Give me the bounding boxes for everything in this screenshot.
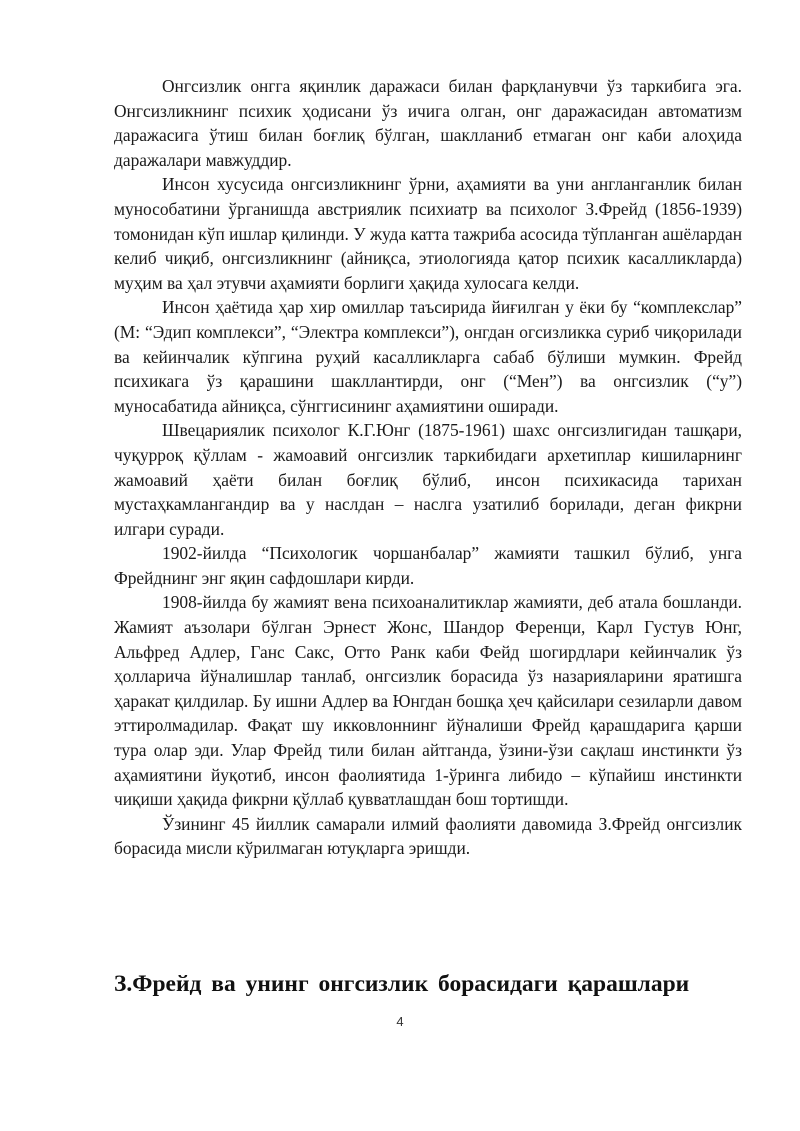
paragraph-6: 1908-йилда бу жамият вена психоаналитиклар жамияти, деб атала бошланди. Жамият аъзолари бўлган Эрнест Жонс, Шандор Ференци, Карл Густув Юнг, Альфред Адлер, Ганс Сакс, Отто Ранк каби Фейд шогирдлари кейинчалик ўз ҳолларича йўналишлар танлаб, онгсизлик борасида ўз назарияларини яратишга ҳаракат қилдилар. Бу ишни Адлер ва Юнгдан бошқа ҳеч қайсилари сезиларли давом эттиролмадилар. Фақат шу икковлоннинг йўналиши Фрейд қарашдарига қарши тура олар эди. Улар Фрейд тили билан айтганда, ўзини-ўзи сақлаш инстинкти ўз аҳамиятини йуқотиб, инсон фаолиятида 1-ўринга либидо – кўпайиш инстинкти чиқиши ҳақида фикрни қўллаб қувватлашдан бош тортишди. xyxy=(114,592,742,810)
paragraph-7: Ўзининг 45 йиллик самарали илмий фаолияти давомида З.Фрейд онгсизлик борасида мисли кўрилмаган ютуқларга эришди. xyxy=(114,813,742,859)
paragraph-1: Онгсизлик онгга яқинлик даражаси билан фарқланувчи ўз таркибига эга. Онгсизликнинг психик ҳодисани ўз ичига олган, онг даражасидан автоматизм даражасига ўтиш билан боғлиқ бўлган, шаклланиб етмаган онг каби алоҳида даражалари мавжуддир. xyxy=(114,76,742,170)
paragraph-2: Инсон хусусида онгсизликнинг ўрни, аҳамияти ва уни англанганлик билан мунособатини ўрганишда австриялик психиатр ва психолог З.Фрейд (1856-1939) томонидан кўп ишлар қилинди. У жуда катта тажриба асосида тўпланган ашёлардан келиб чиқиб, онгсизликнинг (айниқса, этиологияда қатор психик касалликларда) муҳим ва ҳал этувчи аҳамияти борлиги ҳақида хулосага келди. xyxy=(114,174,742,293)
paragraph-4: Швецариялик психолог К.Г.Юнг (1875-1961) шахс онгсизлигидан ташқари, чуқурроқ қўллам - жамоавий онгсизлик таркибидаги архетиплар кишиларнинг жамоавий ҳаёти билан боғлиқ бўлиб, инсон психикасида тарихан мустаҳкамлангандир ва у наслдан – наслга узатилиб борилади, деган фикрни илгари суради. xyxy=(114,420,742,539)
paragraph-5: 1902-йилда “Психологик чоршанбалар” жамияти ташкил бўлиб, унга Фрейднинг энг яқин сафдошлари кирди. xyxy=(114,543,742,588)
paragraph-3: Инсон ҳаётида ҳар хир омиллар таъсирида йиғилган у ёки бу “комплекслар” (М: “Эдип комплекси”, “Электра комплекси”), онгдан огсизликка суриб чиқорилади ва кейинчалик кўпгина руҳий касалликларга сабаб бўлиши мумкин. Фрейд психикага ўз қарашини шакллантирди, онг (“Мен”) ва онгсизлик (“у”) муносабатида айниқса, сўнггисининг аҳамиятини оширади. xyxy=(114,297,742,416)
page-number: 4 xyxy=(396,1014,404,1029)
body-text xyxy=(114,74,742,861)
section-heading: З.Фрейд ва унинг онгсизлик борасидаги қарашлари xyxy=(114,971,690,997)
